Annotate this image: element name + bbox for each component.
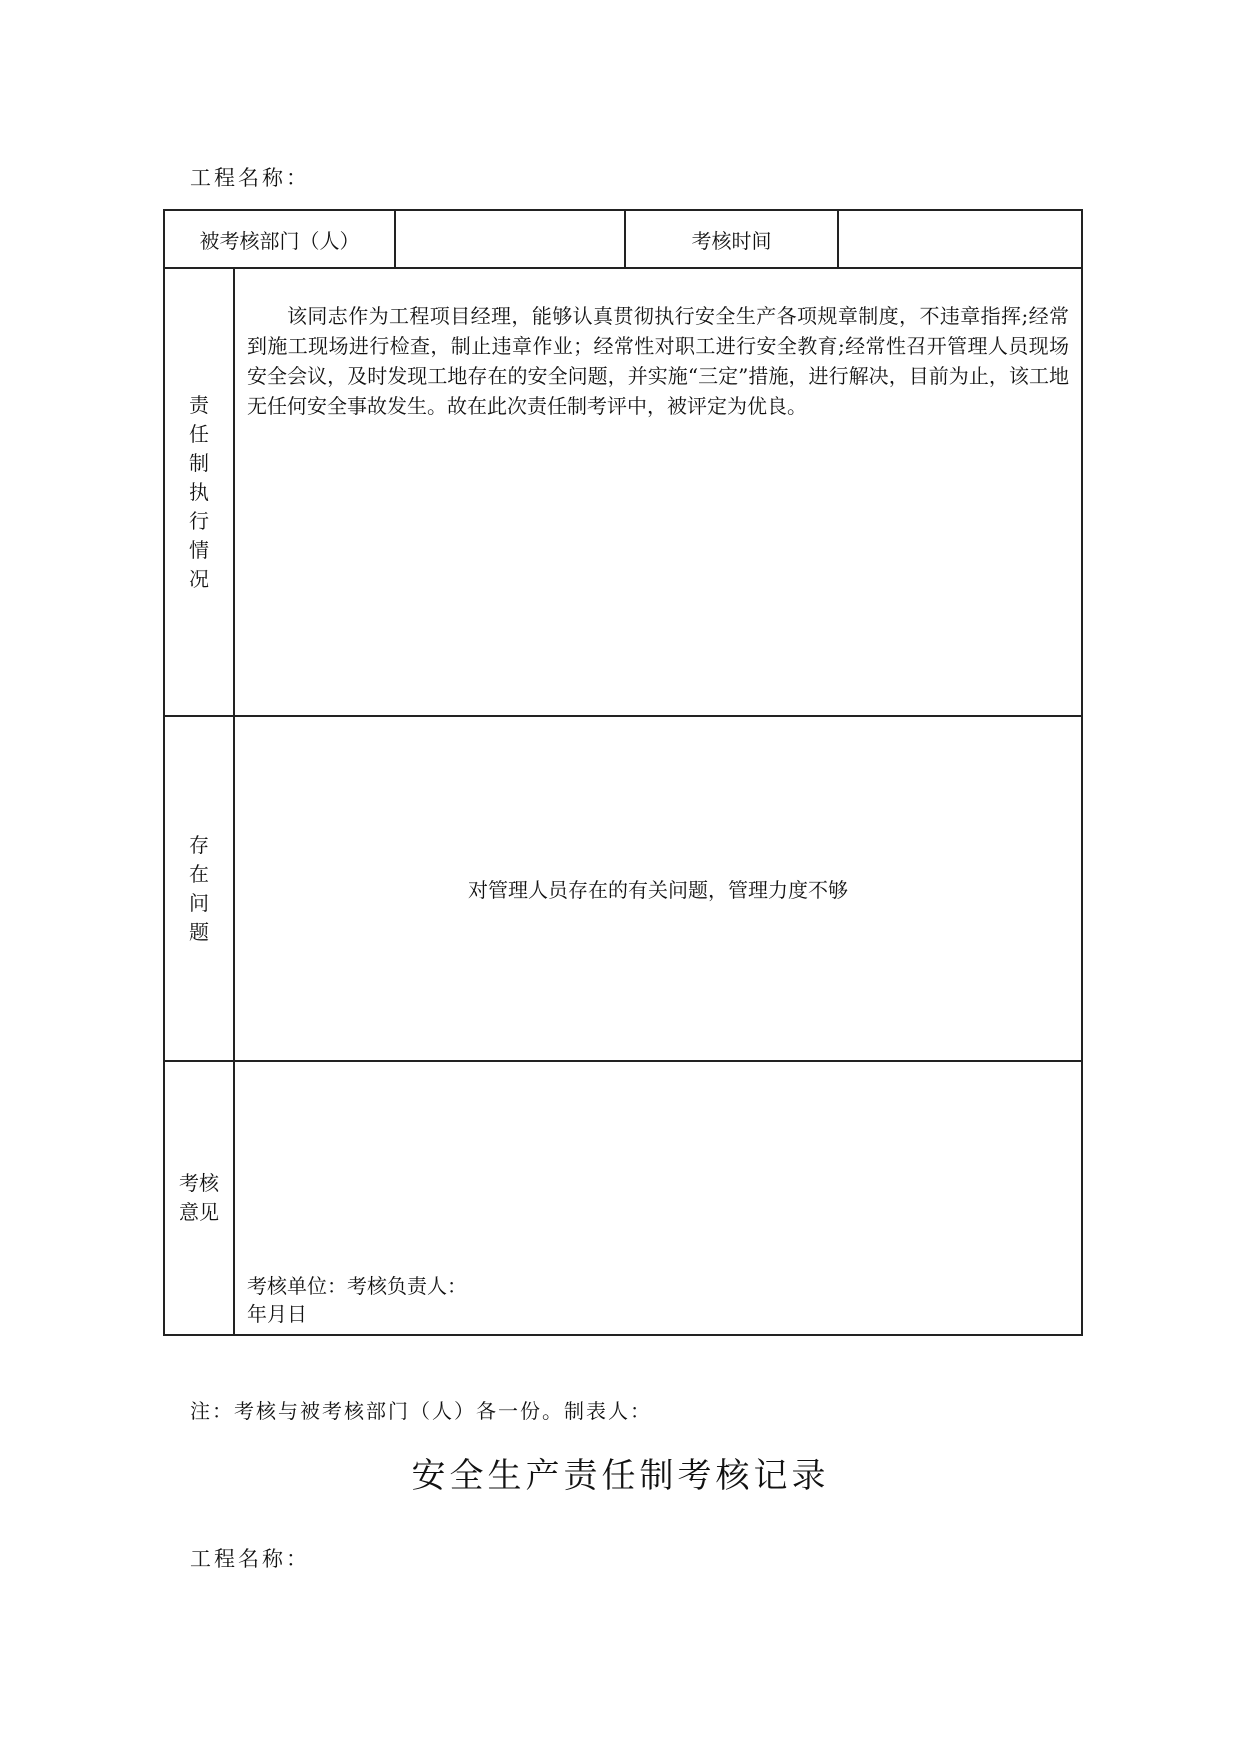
problem-label-char: 存 — [189, 832, 209, 857]
duty-label-char: 执 — [189, 479, 209, 504]
document-title: 安全生产责任制考核记录 — [411, 1456, 830, 1496]
duty-label-char: 任 — [189, 421, 209, 446]
problem-label-char: 问 — [189, 890, 209, 915]
signature-date-line: 年月日 — [247, 1302, 307, 1326]
opinion-row — [164, 1061, 1082, 1335]
dept-value-field[interactable] — [395, 210, 625, 268]
opinion-label-line: 意见 — [179, 1200, 219, 1224]
header-row — [164, 210, 1082, 268]
time-value-field[interactable] — [838, 210, 1082, 268]
duty-row — [164, 268, 1082, 716]
duty-label-char: 制 — [189, 450, 209, 475]
opinion-signature-block — [247, 1272, 467, 1328]
duty-label — [164, 268, 234, 716]
time-label: 考核时间 — [625, 210, 838, 268]
dept-label: 被考核部门（人） — [164, 210, 395, 268]
duty-label-char: 情 — [189, 537, 209, 562]
footnote: 注：考核与被考核部门（人）各一份。制表人： — [190, 1399, 652, 1423]
opinion-label-line: 考核 — [179, 1171, 219, 1195]
opinion-label — [164, 1061, 234, 1335]
duty-label-char: 况 — [189, 566, 209, 591]
existing-problem-text[interactable]: 对管理人员存在的有关问题，管理力度不够 — [234, 716, 1082, 1061]
problem-label — [164, 716, 234, 1061]
project-name-label-2: 工程名称： — [190, 1547, 310, 1571]
problem-label-char: 在 — [189, 861, 209, 886]
duty-label-char: 责 — [189, 392, 209, 417]
signature-unit-line: 考核单位：考核负责人： — [247, 1274, 467, 1298]
problem-label-char: 题 — [189, 919, 209, 944]
project-name-label: 工程名称： — [190, 166, 310, 190]
opinion-field[interactable] — [234, 1061, 1082, 1335]
duty-execution-text[interactable]: 该同志作为工程项目经理，能够认真贯彻执行安全生产各项规章制度，不违章指挥;经常到施工现场进行检查，制止违章作业；经常性对职工进行安全教育;经常性召开管理人员现场安全会议，及时发现工地存在的安全问题，并实施“三定”措施，进行解决，目前为止，该工地无任何安全事故发生。故在此次责任制考评中，被评定为优良。 — [234, 268, 1082, 716]
assessment-table — [163, 209, 1083, 1336]
duty-label-char: 行 — [189, 508, 209, 533]
problem-row — [164, 716, 1082, 1061]
